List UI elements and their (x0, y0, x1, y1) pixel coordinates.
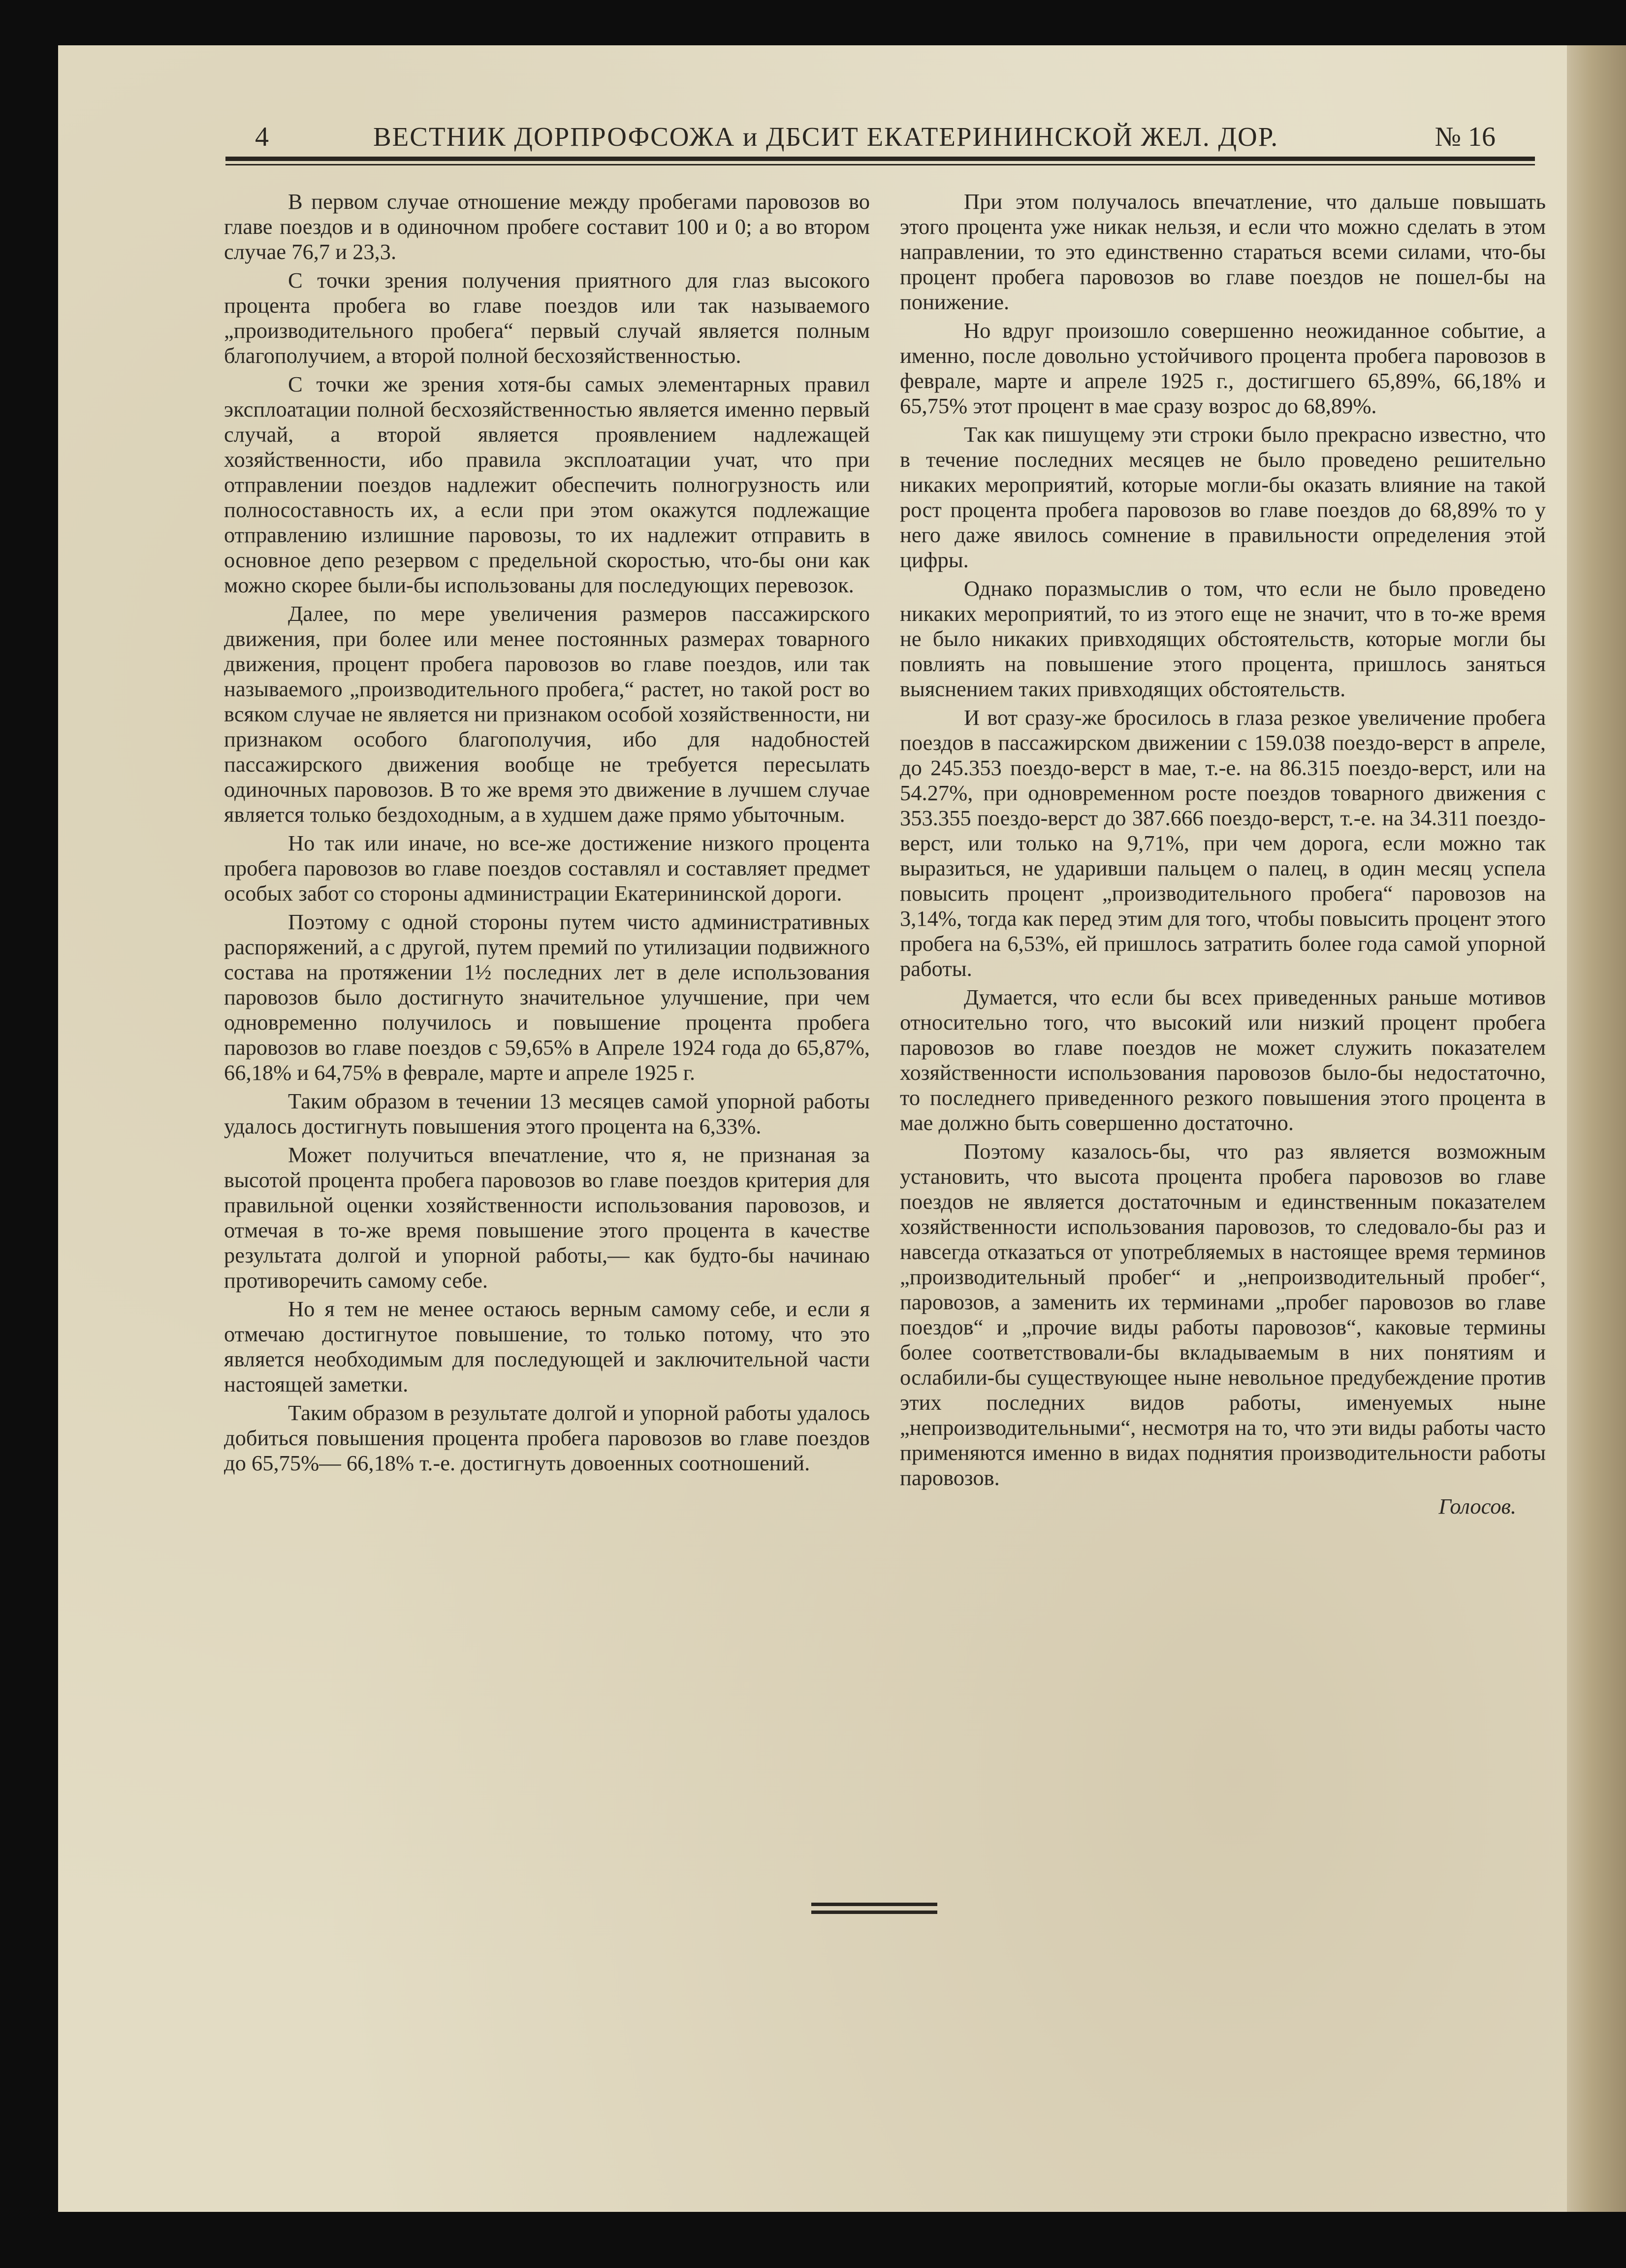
end-of-article-rule (811, 1903, 937, 1906)
paragraph: Далее, по мере увеличения размеров пассажирского движения, при более или менее постоянных размерах товарного движения, процент пробега паровозов во главе поездов, или так называемого „производительного пробега,“ растет, но такой рост во всяком случае не является ни признаком особой хозяйственности, ни признаком особого благополучия, ибо для надобностей пассажирского движения вообще не требуется пересылать одиночных паровозов. В то же время это движение в лучшем случае является только бездоходным, а в худшем даже прямо убыточным. (224, 601, 870, 827)
left-column (224, 189, 870, 1479)
page-header (225, 121, 1535, 161)
paragraph: Но я тем не менее остаюсь верным самому себе, и если я отмечаю достигнутое повышение, то только потому, что это является необходимым для последующей и заключительной части настоящей заметки. (224, 1296, 870, 1396)
paragraph: Поэтому казалось-бы, что раз является возможным установить, что высота процента пробега паровозов во главе поездов не является достаточным и единственным показателем хозяйственности использования паровозов, то следовало-бы раз и навсегда отказаться от употребляемых в настоящее время терминов „производительный пробег“ и „непроизводительный пробег“, паровозов, а заменить их терминами „пробег паровозов во главе поездов“ и „прочие виды работы паровозов“, каковые термины более соответствовали-бы вкладываемым в них понятиям и ослабили-бы существующее ныне невольное предубеждение против этих последних видов работы, именуемых ныне „непроизводительными“, несмотря на то, что эти виды работы часто применяются именно в видах поднятия производительности работы паровозов. (900, 1139, 1546, 1490)
adjacent-page-edge (1567, 45, 1626, 2212)
paragraph: Но вдруг произошло совершенно неожиданное событие, а именно, после довольно устойчивого процента пробега паровозов в феврале, марте и апреле 1925 г., достигшего 65,89%, 66,18% и 65,75% этот процент в мае сразу возрос до 68,89%. (900, 318, 1546, 418)
paragraph: Однако поразмыслив о том, что если не было проведено никаких мероприятий, то из этого еще не значит, что в то-же время не было никаких привходящих обстоятельств, которые могли бы повлиять на повышение этого процента, пришлось заняться выяснением таких привходящих обстоятельств. (900, 576, 1546, 701)
issue-number: № 16 (1435, 122, 1496, 152)
paragraph: И вот сразу-же бросилось в глаза резкое увеличение пробега поездов в пассажирском движении с 159.038 поездо-верст в апреле, до 245.353 поездо-верст в мае, т.-е. на 86.315 поездо-верст, или на 54.27%, при одновременном росте поездов товарного движения с 353.355 поездо-верст до 387.666 поездо-верст, т.-е. на 34.311 поездо-верст, или только на 9,71%, при чем дорога, если можно так выразиться, не ударивши пальцем о палец, в один месяц успела повысить процент „производительного пробега“ паровозов на 3,14%, тогда как перед этим для того, чтобы повысить процент этого пробега на 6,53%, ей пришлось затратить более года самой упорной работы. (900, 705, 1546, 981)
paragraph: Так как пишущему эти строки было прекрасно известно, что в течение последних месяцев не было проведено решительно никаких мероприятий, которые могли-бы оказать влияние на такой рост процента пробега паровозов во главе поездов до 68,89% то у него даже явилось сомнение в правильности определения этой цифры. (900, 422, 1546, 572)
paragraph: С точки же зрения хотя-бы самых элементарных правил эксплоатации полной бесхозяйственностью является именно первый случай, а второй является проявлением надлежащей хозяйственности, ибо правила эксплоатации учат, что при отправлении поездов надлежит обеспечить полногрузность или полносоставность их, а если при этом окажутся подлежащие отправлению излишние паровозы, то их надлежит отправить в основное депо резервом с предельной скоростью, что-бы они как можно скорее были-бы использованы для последующих перевозок. (224, 372, 870, 597)
header-rule-thin (225, 164, 1535, 165)
paragraph: Может получиться впечатление, что я, не признаная за высотой процента пробега паровозов во главе поездов критерия для правильной оценки хозяйственности использования паровозов, и отмечая в то-же время повышение этого процента в качестве результата долгой и упорной работы,— как будто-бы начинаю противоречить самому себе. (224, 1142, 870, 1293)
author-signature: Голосов. (1438, 1494, 1516, 1519)
page-number: 4 (255, 122, 269, 152)
header-rule (225, 157, 1535, 161)
paragraph: При этом получалось впечатление, что дальше повышать этого процента уже никак нельзя, и если что можно сделать в этом направлении, то это единственно стараться всеми силами, что-бы процент пробега паровозов во главе поездов не пошел-бы на понижение. (900, 189, 1546, 314)
paragraph: Поэтому с одной стороны путем чисто административных распоряжений, а с другой, путем премий по утилизации подвижного состава на протяжении 1½ последних лет в деле использования паровозов было достигнуто значительное улучшение, при чем одновременно получилось и повышение процента пробега паровозов во главе поездов с 59,65% в Апреле 1924 года до 65,87%, 66,18% и 64,75% в феврале, марте и апреле 1925 г. (224, 909, 870, 1085)
paragraph: С точки зрения получения приятного для глаз высокого процента пробега во главе поездов или так называемого „производительного пробега“ первый случай является полным благополучием, а второй полной бесхозяйственностью. (224, 268, 870, 368)
paragraph: В первом случае отношение между пробегами паровозов во главе поездов и в одиночном пробеге составит 100 и 0; а во втором случае 76,7 и 23,3. (224, 189, 870, 264)
paragraph: Таким образом в течении 13 месяцев самой упорной работы удалось достигнуть повышения этого процента на 6,33%. (224, 1089, 870, 1138)
paragraph: Но так или иначе, но все-же достижение низкого процента пробега паровозов во главе поездов составлял и составляет предмет особых забот со стороны администрации Екатерининской дороги. (224, 831, 870, 906)
end-of-article-rule (811, 1911, 937, 1914)
paragraph: Таким образом в результате долгой и упорной работы удалось добиться повышения процента пробега паровозов во главе поездов до 65,75%— 66,18% т.-е. достигнуть довоенных соотношений. (224, 1400, 870, 1475)
paragraph: Думается, что если бы всех приведенных раньше мотивов относительно того, что высокий или низкий процент пробега паровозов во главе поездов не может служить показателем хозяйственности использования паровозов было-бы недостаточно, то последнего приведенного резкого повышения этого процента в мае должно быть совершенно достаточно. (900, 985, 1546, 1135)
journal-title: ВЕСТНИК ДОРПРОФСОЖА и ДБСИТ ЕКАТЕРИНИНСКОЙ ЖЕЛ. ДОР. (373, 122, 1279, 152)
right-column (900, 189, 1546, 1519)
